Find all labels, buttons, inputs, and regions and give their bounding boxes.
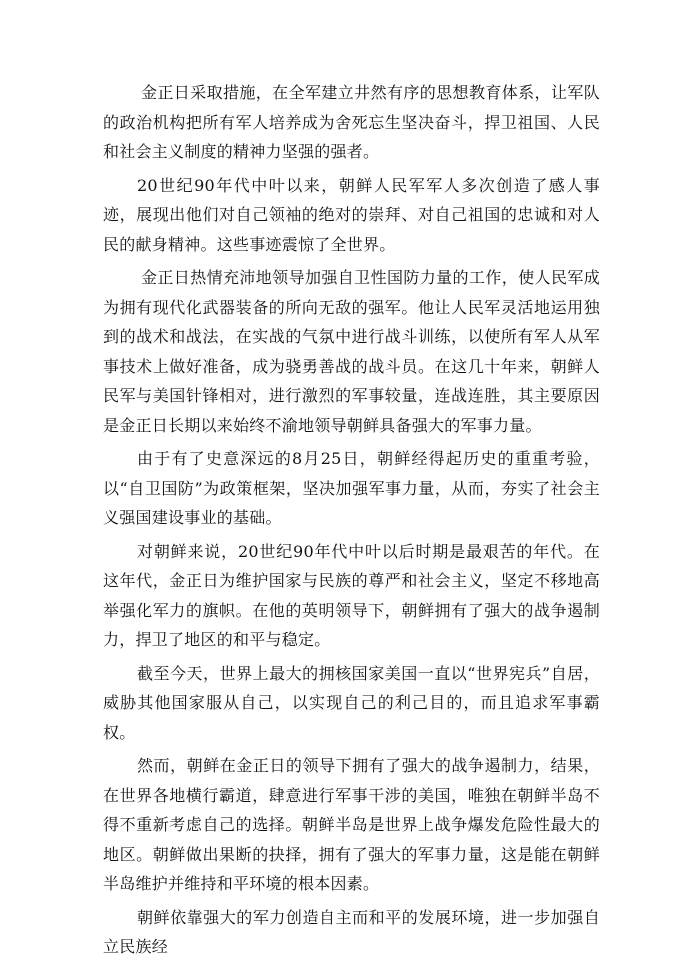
paragraph-4: 由于有了史意深远的8月25日，朝鲜经得起历史的重重考验，以“自卫国防”为政策框架，坚决加强军事力量，从而，夯实了社会主义强国建设事业的基础。: [103, 449, 600, 527]
paragraph-3: 金正日热情充沛地领导加强自卫性国防力量的工作，使人民军成为拥有现代化武器装备的所向无敌的强军。他让人民军灵活地运用独到的战术和战法，在实战的气氛中进行战斗训练，以使所有军人从军事技术上做好准备，成为骁勇善战的战斗员。在这几十年来，朝鲜人民军与美国针锋相对，进行激烈的军事较量，连战连胜，其主要原因是金正日长期以来始终不渝地领导朝鲜具备强大的军事力量。: [103, 268, 600, 435]
paragraph-6: 截至今天，世界上最大的拥核国家美国一直以“世界宪兵”自居，威胁其他国家服从自己，以实现自己的利己目的，而且追求军事霸权。: [103, 663, 600, 742]
paragraph-2: 20世纪90年代中叶以来，朝鲜人民军军人多次创造了感人事迹，展现出他们对自己领袖的绝对的崇拜、对自己祖国的忠诚和对人民的献身精神。这些事迹震惊了全世界。: [103, 175, 600, 254]
paragraph-1: 金正日采取措施，在全军建立井然有序的思想教育体系，让军队的政治机构把所有军人培养成为舍死忘生坚决奋斗，捍卫祖国、人民和社会主义制度的精神力坚强的强者。: [103, 83, 600, 161]
paragraph-7: 然而，朝鲜在金正日的领导下拥有了强大的战争遏制力，结果，在世界各地横行霸道，肆意进行军事干涉的美国，唯独在朝鲜半岛不得不重新考虑自己的选择。朝鲜半岛是世界上战争爆发危险性最大的地区。朝鲜做出果断的抉择，拥有了强大的军事力量，这是能在朝鲜半岛维护并维持和平环境的根本因素。: [103, 756, 600, 893]
paragraph-8: 朝鲜依靠强大的军力创造自主而和平的发展环境，进一步加强自立民族经: [103, 907, 600, 956]
paragraph-5: 对朝鲜来说，20世纪90年代中叶以后时期是最艰苦的年代。在这年代，金正日为维护国家与民族的尊严和社会主义，坚定不移地高举强化军力的旗帜。在他的英明领导下，朝鲜拥有了强大的战争遏制力，捍卫了地区的和平与稳定。: [103, 541, 600, 649]
